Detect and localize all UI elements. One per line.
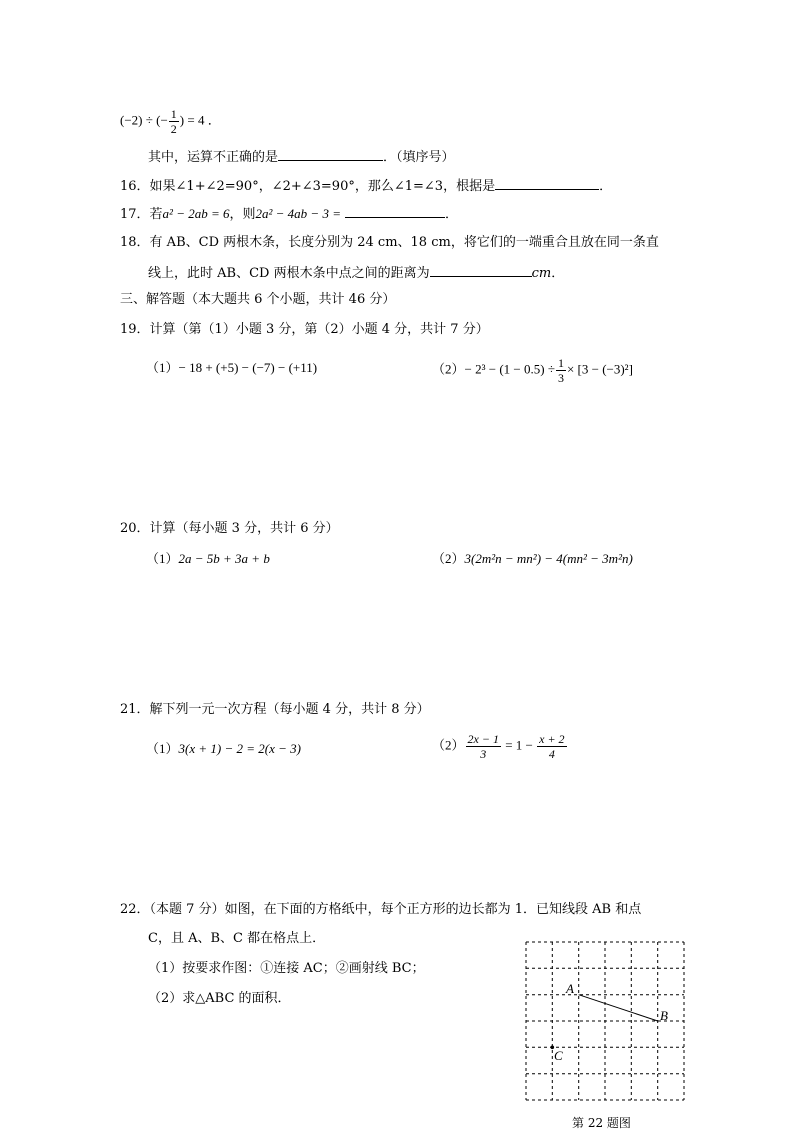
q17-given: a² − 2ab = 6 <box>162 206 230 221</box>
q15-rhs: ) = 4 ． <box>179 112 221 128</box>
q22-line4: （2）求△ABC 的面积． <box>148 991 291 1006</box>
figure-caption: 第 22 题图 <box>572 1116 631 1130</box>
section-3-title: 三、解答题（本大题共 6 个小题，共计 46 分） <box>120 292 396 307</box>
q19-heading: 19．计算（第（1）小题 3 分，第（2）小题 4 分，共计 7 分） <box>120 322 489 337</box>
q17-answer-blank[interactable] <box>345 203 445 218</box>
segment-ab <box>579 995 658 1021</box>
q18-line2: 线上，此时 AB、CD 两根木条中点之间的距离为 cm． <box>148 262 564 284</box>
q20-heading: 20．计算（每小题 3 分，共计 6 分） <box>120 521 339 536</box>
q21-right-fraction: $\frac{x + 2}{4}$ <box>539 732 565 761</box>
q22-line2: C，且 A、B、C 都在格点上． <box>148 931 326 946</box>
q21-heading: 21．解下列一元一次方程（每小题 4 分，共计 8 分） <box>120 702 430 717</box>
q17-question: 17．若a² − 2ab = 6，则2a² − 4ab − 3 = ． <box>120 203 458 225</box>
q20-part1: （1）2a − 5b + 3a + b <box>146 551 270 566</box>
q21-left-fraction: $\frac{2x - 1}{3}$ <box>467 732 499 761</box>
q20-part2: （2）3(2m²n − mn²) − 4(mn² − 3m²n) <box>432 551 633 566</box>
q16-question: 16．如果∠1+∠2=90°，∠2+∠3=90°，那么∠1=∠3，根据是 ． <box>120 175 612 197</box>
label-b: B <box>660 1008 668 1023</box>
q22-line1: 22．（本题 7 分）如图，在下面的方格纸中，每个正方形的边长都为 1．已知线段 AB 和点 <box>120 902 642 917</box>
q15-answer-blank[interactable] <box>278 146 383 161</box>
q18-line1: 18．有 AB、CD 两根木条，长度分别为 24 cm、18 cm，将它们的一端重合且放在同一条直 <box>120 235 659 250</box>
q19-part1: （1）− 18 + (+5) − (−7) − (+11) <box>146 360 318 375</box>
q15-lhs: (−2) ÷ (− <box>120 112 168 128</box>
q15-expression <box>120 107 221 136</box>
q19-part2: （2）− 2³ − (1 − 0.5) ÷ $\frac{1}{3}$ × [3 − (−3)²] <box>432 356 633 385</box>
q22-line3: （1）按要求作图：①连接 AC；②画射线 BC； <box>148 961 425 976</box>
label-a: A <box>566 981 574 996</box>
q21-part2: （2） $\frac{2x - 1}{3}$ = 1 − $\frac{x + 2}{4}$ <box>432 732 565 761</box>
label-c: C <box>554 1048 563 1063</box>
q16-answer-blank[interactable] <box>495 175 599 190</box>
grid-figure <box>520 936 690 1106</box>
q19-fraction: $\frac{1}{3}$ <box>557 356 564 385</box>
q15-prompt: 其中，运算不正确的是 ．（填序号） <box>148 146 455 168</box>
q21-part1: （1）3(x + 1) − 2 = 2(x − 3) <box>146 741 301 756</box>
q15-fraction: $\frac{1}{2}$ <box>170 107 177 136</box>
q18-answer-blank[interactable] <box>430 262 532 277</box>
q17-expression: 2a² − 4ab − 3 = <box>255 206 341 221</box>
